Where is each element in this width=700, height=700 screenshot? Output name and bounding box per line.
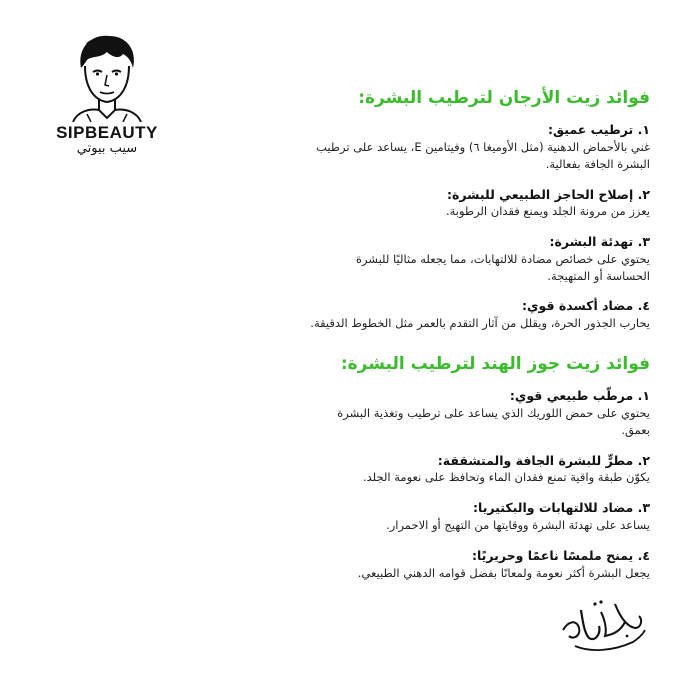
calligraphy-signature [555,590,650,660]
argan-item [310,298,650,332]
argan-item [310,234,650,284]
argan-item-body: يحتوي على خصائص مضادة للالتهابات، مما يجعله مثاليًا للبشرة الحساسة أو المتهيجة. [355,252,650,283]
coconut-item-title: ١. مرطّب طبيعي قوي: [509,388,650,404]
argan-item [310,187,650,221]
argan-item [310,122,650,172]
coconut-item-title: ٢. مطرٍّ للبشرة الجافة والمتشققة: [437,452,650,468]
argan-item-title: ٤. مضاد أكسدة قوي: [522,298,650,314]
argan-item-body: غني بالأحماض الدهنية (مثل الأوميغا ٦) وفيتامين E، يساعد على ترطيب البشرة الجافة بفعالية. [316,140,650,171]
coconut-item [310,548,650,582]
coconut-item-title: ٤. يمنح ملمسًا ناعمًا وحريريًا: [471,547,650,563]
argan-item-body: يحارب الجذور الحرة، ويقلل من آثار التقدم بالعمر مثل الخطوط الدقيقة. [310,316,650,331]
brand-name-en: SIPBEAUTY [56,123,158,142]
brand-logo [52,30,162,160]
coconut-item-title: ٣. مضاد للالتهابات والبكتيريا: [473,500,650,516]
argan-item-title: ١. ترطيب عميق: [548,122,650,138]
argan-item-title: ٢. إصلاح الحاجز الطبيعي للبشرة: [447,186,650,202]
argan-section-title: فوائد زيت الأرجان لترطيب البشرة: [358,88,650,108]
coconut-item-body: يجعل البشرة أكثر نعومة ولمعانًا بفضل قوامه الدهني الطبيعي. [357,565,650,580]
brand-name-ar: سيب بيوتي [76,141,138,156]
coconut-section-title: فوائد زيت جوز الهند لترطيب البشرة: [340,353,650,374]
argan-item-title: ٣. تهدئة البشرة: [549,234,650,250]
coconut-item [310,388,650,438]
coconut-item [310,453,650,487]
coconut-item-body: يكوّن طبقة واقية تمنع فقدان الماء وتحافظ على نعومة الجلد. [362,470,650,485]
argan-item-body: يعزز من مرونة الجلد ويمنع فقدان الرطوبة. [445,204,650,219]
coconut-item-body: يساعد على تهدئة البشرة ووقايتها من التهيج أو الاحمرار. [386,517,650,532]
coconut-item-body: يحتوي على حمض اللوريك الذي يساعد على ترطيب وتغذية البشرة بعمق. [337,406,650,437]
benefits-content [310,88,650,595]
coconut-item [310,500,650,534]
portrait-illustration [67,30,147,122]
